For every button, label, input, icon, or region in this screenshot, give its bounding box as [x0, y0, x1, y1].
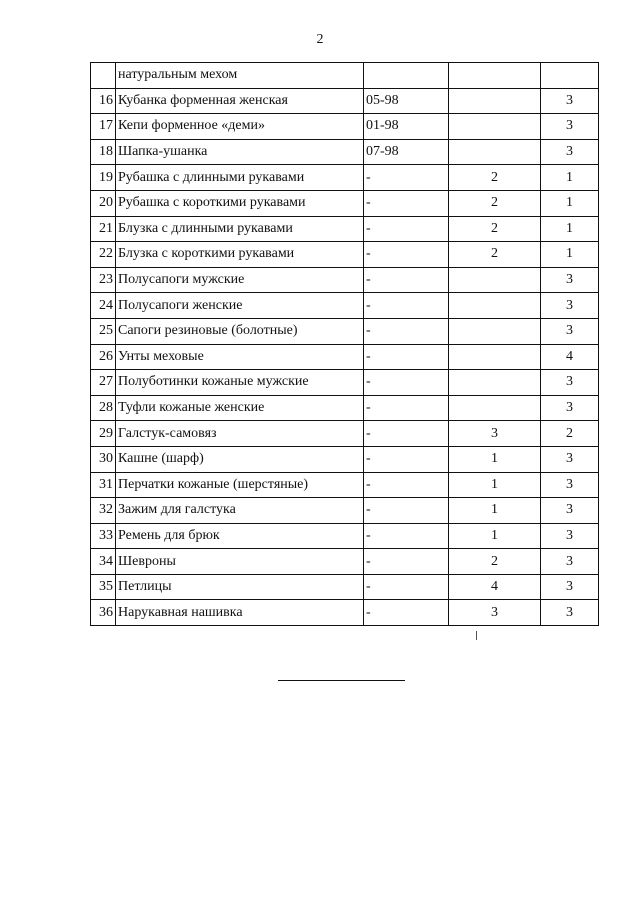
- quantity-cell: [449, 370, 541, 396]
- item-code-cell: 05-98: [364, 88, 449, 114]
- wear-period-cell: 3: [541, 523, 599, 549]
- item-code-cell: [364, 63, 449, 89]
- item-number-cell: 26: [91, 344, 116, 370]
- quantity-cell: 2: [449, 549, 541, 575]
- wear-period-cell: 2: [541, 421, 599, 447]
- item-number-cell: 36: [91, 600, 116, 626]
- item-name-cell: Рубашка с короткими рукавами: [116, 190, 364, 216]
- item-number-cell: 33: [91, 523, 116, 549]
- item-name-cell: Туфли кожаные женские: [116, 395, 364, 421]
- item-name-cell: Рубашка с длинными рукавами: [116, 165, 364, 191]
- item-name-cell: Перчатки кожаные (шерстяные): [116, 472, 364, 498]
- item-name-cell: Петлицы: [116, 574, 364, 600]
- wear-period-cell: 3: [541, 574, 599, 600]
- table-row: [91, 190, 599, 216]
- item-code-cell: -: [364, 549, 449, 575]
- table-row: [91, 600, 599, 626]
- wear-period-cell: 1: [541, 216, 599, 242]
- scan-mark: [476, 631, 477, 640]
- table-row: [91, 370, 599, 396]
- quantity-cell: 2: [449, 190, 541, 216]
- item-number-cell: 25: [91, 318, 116, 344]
- uniform-items-table: [90, 62, 599, 626]
- item-number-cell: [91, 63, 116, 89]
- item-number-cell: 35: [91, 574, 116, 600]
- table-row: [91, 498, 599, 524]
- wear-period-cell: 1: [541, 242, 599, 268]
- item-name-cell: Шевроны: [116, 549, 364, 575]
- item-code-cell: -: [364, 574, 449, 600]
- item-number-cell: 31: [91, 472, 116, 498]
- item-name-cell: Кепи форменное «деми»: [116, 114, 364, 140]
- quantity-cell: [449, 344, 541, 370]
- item-number-cell: 23: [91, 267, 116, 293]
- table-row: [91, 549, 599, 575]
- item-code-cell: -: [364, 446, 449, 472]
- item-number-cell: 21: [91, 216, 116, 242]
- table-row: [91, 344, 599, 370]
- quantity-cell: 1: [449, 498, 541, 524]
- item-code-cell: -: [364, 165, 449, 191]
- table-row: [91, 574, 599, 600]
- item-code-cell: -: [364, 395, 449, 421]
- wear-period-cell: 3: [541, 370, 599, 396]
- item-code-cell: -: [364, 370, 449, 396]
- item-name-cell: Шапка-ушанка: [116, 139, 364, 165]
- quantity-cell: 4: [449, 574, 541, 600]
- item-number-cell: 32: [91, 498, 116, 524]
- item-code-cell: -: [364, 600, 449, 626]
- item-code-cell: -: [364, 190, 449, 216]
- item-code-cell: 07-98: [364, 139, 449, 165]
- table-row: [91, 395, 599, 421]
- table-row: [91, 139, 599, 165]
- item-code-cell: -: [364, 318, 449, 344]
- item-number-cell: 17: [91, 114, 116, 140]
- wear-period-cell: 3: [541, 318, 599, 344]
- item-code-cell: -: [364, 242, 449, 268]
- wear-period-cell: 3: [541, 446, 599, 472]
- table-row: [91, 523, 599, 549]
- page-number: 2: [316, 32, 324, 47]
- table-row: [91, 165, 599, 191]
- quantity-cell: 1: [449, 472, 541, 498]
- table-row: [91, 88, 599, 114]
- wear-period-cell: 3: [541, 88, 599, 114]
- wear-period-cell: [541, 63, 599, 89]
- table-row: [91, 267, 599, 293]
- wear-period-cell: 4: [541, 344, 599, 370]
- wear-period-cell: 3: [541, 600, 599, 626]
- table-row: [91, 446, 599, 472]
- end-separator-line: [278, 680, 405, 681]
- item-number-cell: 28: [91, 395, 116, 421]
- quantity-cell: 2: [449, 242, 541, 268]
- wear-period-cell: 3: [541, 267, 599, 293]
- quantity-cell: [449, 88, 541, 114]
- quantity-cell: [449, 293, 541, 319]
- item-name-cell: Ремень для брюк: [116, 523, 364, 549]
- item-code-cell: -: [364, 472, 449, 498]
- quantity-cell: [449, 318, 541, 344]
- item-code-cell: -: [364, 267, 449, 293]
- quantity-cell: 2: [449, 216, 541, 242]
- item-name-cell: Унты меховые: [116, 344, 364, 370]
- item-number-cell: 22: [91, 242, 116, 268]
- item-name-cell: Галстук-самовяз: [116, 421, 364, 447]
- item-code-cell: -: [364, 523, 449, 549]
- item-code-cell: -: [364, 293, 449, 319]
- quantity-cell: 2: [449, 165, 541, 191]
- table-row: [91, 242, 599, 268]
- item-name-cell: Зажим для галстука: [116, 498, 364, 524]
- quantity-cell: [449, 139, 541, 165]
- item-name-cell: Блузка с короткими рукавами: [116, 242, 364, 268]
- wear-period-cell: 3: [541, 139, 599, 165]
- item-code-cell: -: [364, 216, 449, 242]
- item-number-cell: 16: [91, 88, 116, 114]
- table-row: [91, 114, 599, 140]
- item-name-cell: Кашне (шарф): [116, 446, 364, 472]
- item-code-cell: 01-98: [364, 114, 449, 140]
- wear-period-cell: 3: [541, 472, 599, 498]
- table-row: [91, 472, 599, 498]
- item-number-cell: 34: [91, 549, 116, 575]
- item-name-cell: Кубанка форменная женская: [116, 88, 364, 114]
- item-name-cell: Нарукавная нашивка: [116, 600, 364, 626]
- item-number-cell: 29: [91, 421, 116, 447]
- quantity-cell: [449, 267, 541, 293]
- item-number-cell: 19: [91, 165, 116, 191]
- quantity-cell: 1: [449, 446, 541, 472]
- quantity-cell: [449, 114, 541, 140]
- wear-period-cell: 1: [541, 190, 599, 216]
- item-number-cell: 27: [91, 370, 116, 396]
- quantity-cell: [449, 63, 541, 89]
- quantity-cell: 3: [449, 600, 541, 626]
- wear-period-cell: 3: [541, 395, 599, 421]
- wear-period-cell: 3: [541, 549, 599, 575]
- wear-period-cell: 3: [541, 114, 599, 140]
- item-number-cell: 24: [91, 293, 116, 319]
- item-name-cell: Блузка с длинными рукавами: [116, 216, 364, 242]
- table-body: [91, 63, 599, 626]
- item-name-cell: Полусапоги мужские: [116, 267, 364, 293]
- item-name-cell: Полуботинки кожаные мужские: [116, 370, 364, 396]
- table-row: [91, 318, 599, 344]
- item-code-cell: -: [364, 421, 449, 447]
- item-name-cell: натуральным мехом: [116, 63, 364, 89]
- table-row: [91, 216, 599, 242]
- table-row: [91, 293, 599, 319]
- quantity-cell: [449, 395, 541, 421]
- item-name-cell: Сапоги резиновые (болотные): [116, 318, 364, 344]
- item-number-cell: 20: [91, 190, 116, 216]
- table-row: [91, 63, 599, 89]
- quantity-cell: 1: [449, 523, 541, 549]
- wear-period-cell: 3: [541, 293, 599, 319]
- table-row: [91, 421, 599, 447]
- wear-period-cell: 1: [541, 165, 599, 191]
- item-number-cell: 18: [91, 139, 116, 165]
- item-code-cell: -: [364, 498, 449, 524]
- wear-period-cell: 3: [541, 498, 599, 524]
- quantity-cell: 3: [449, 421, 541, 447]
- item-number-cell: 30: [91, 446, 116, 472]
- item-code-cell: -: [364, 344, 449, 370]
- item-name-cell: Полусапоги женские: [116, 293, 364, 319]
